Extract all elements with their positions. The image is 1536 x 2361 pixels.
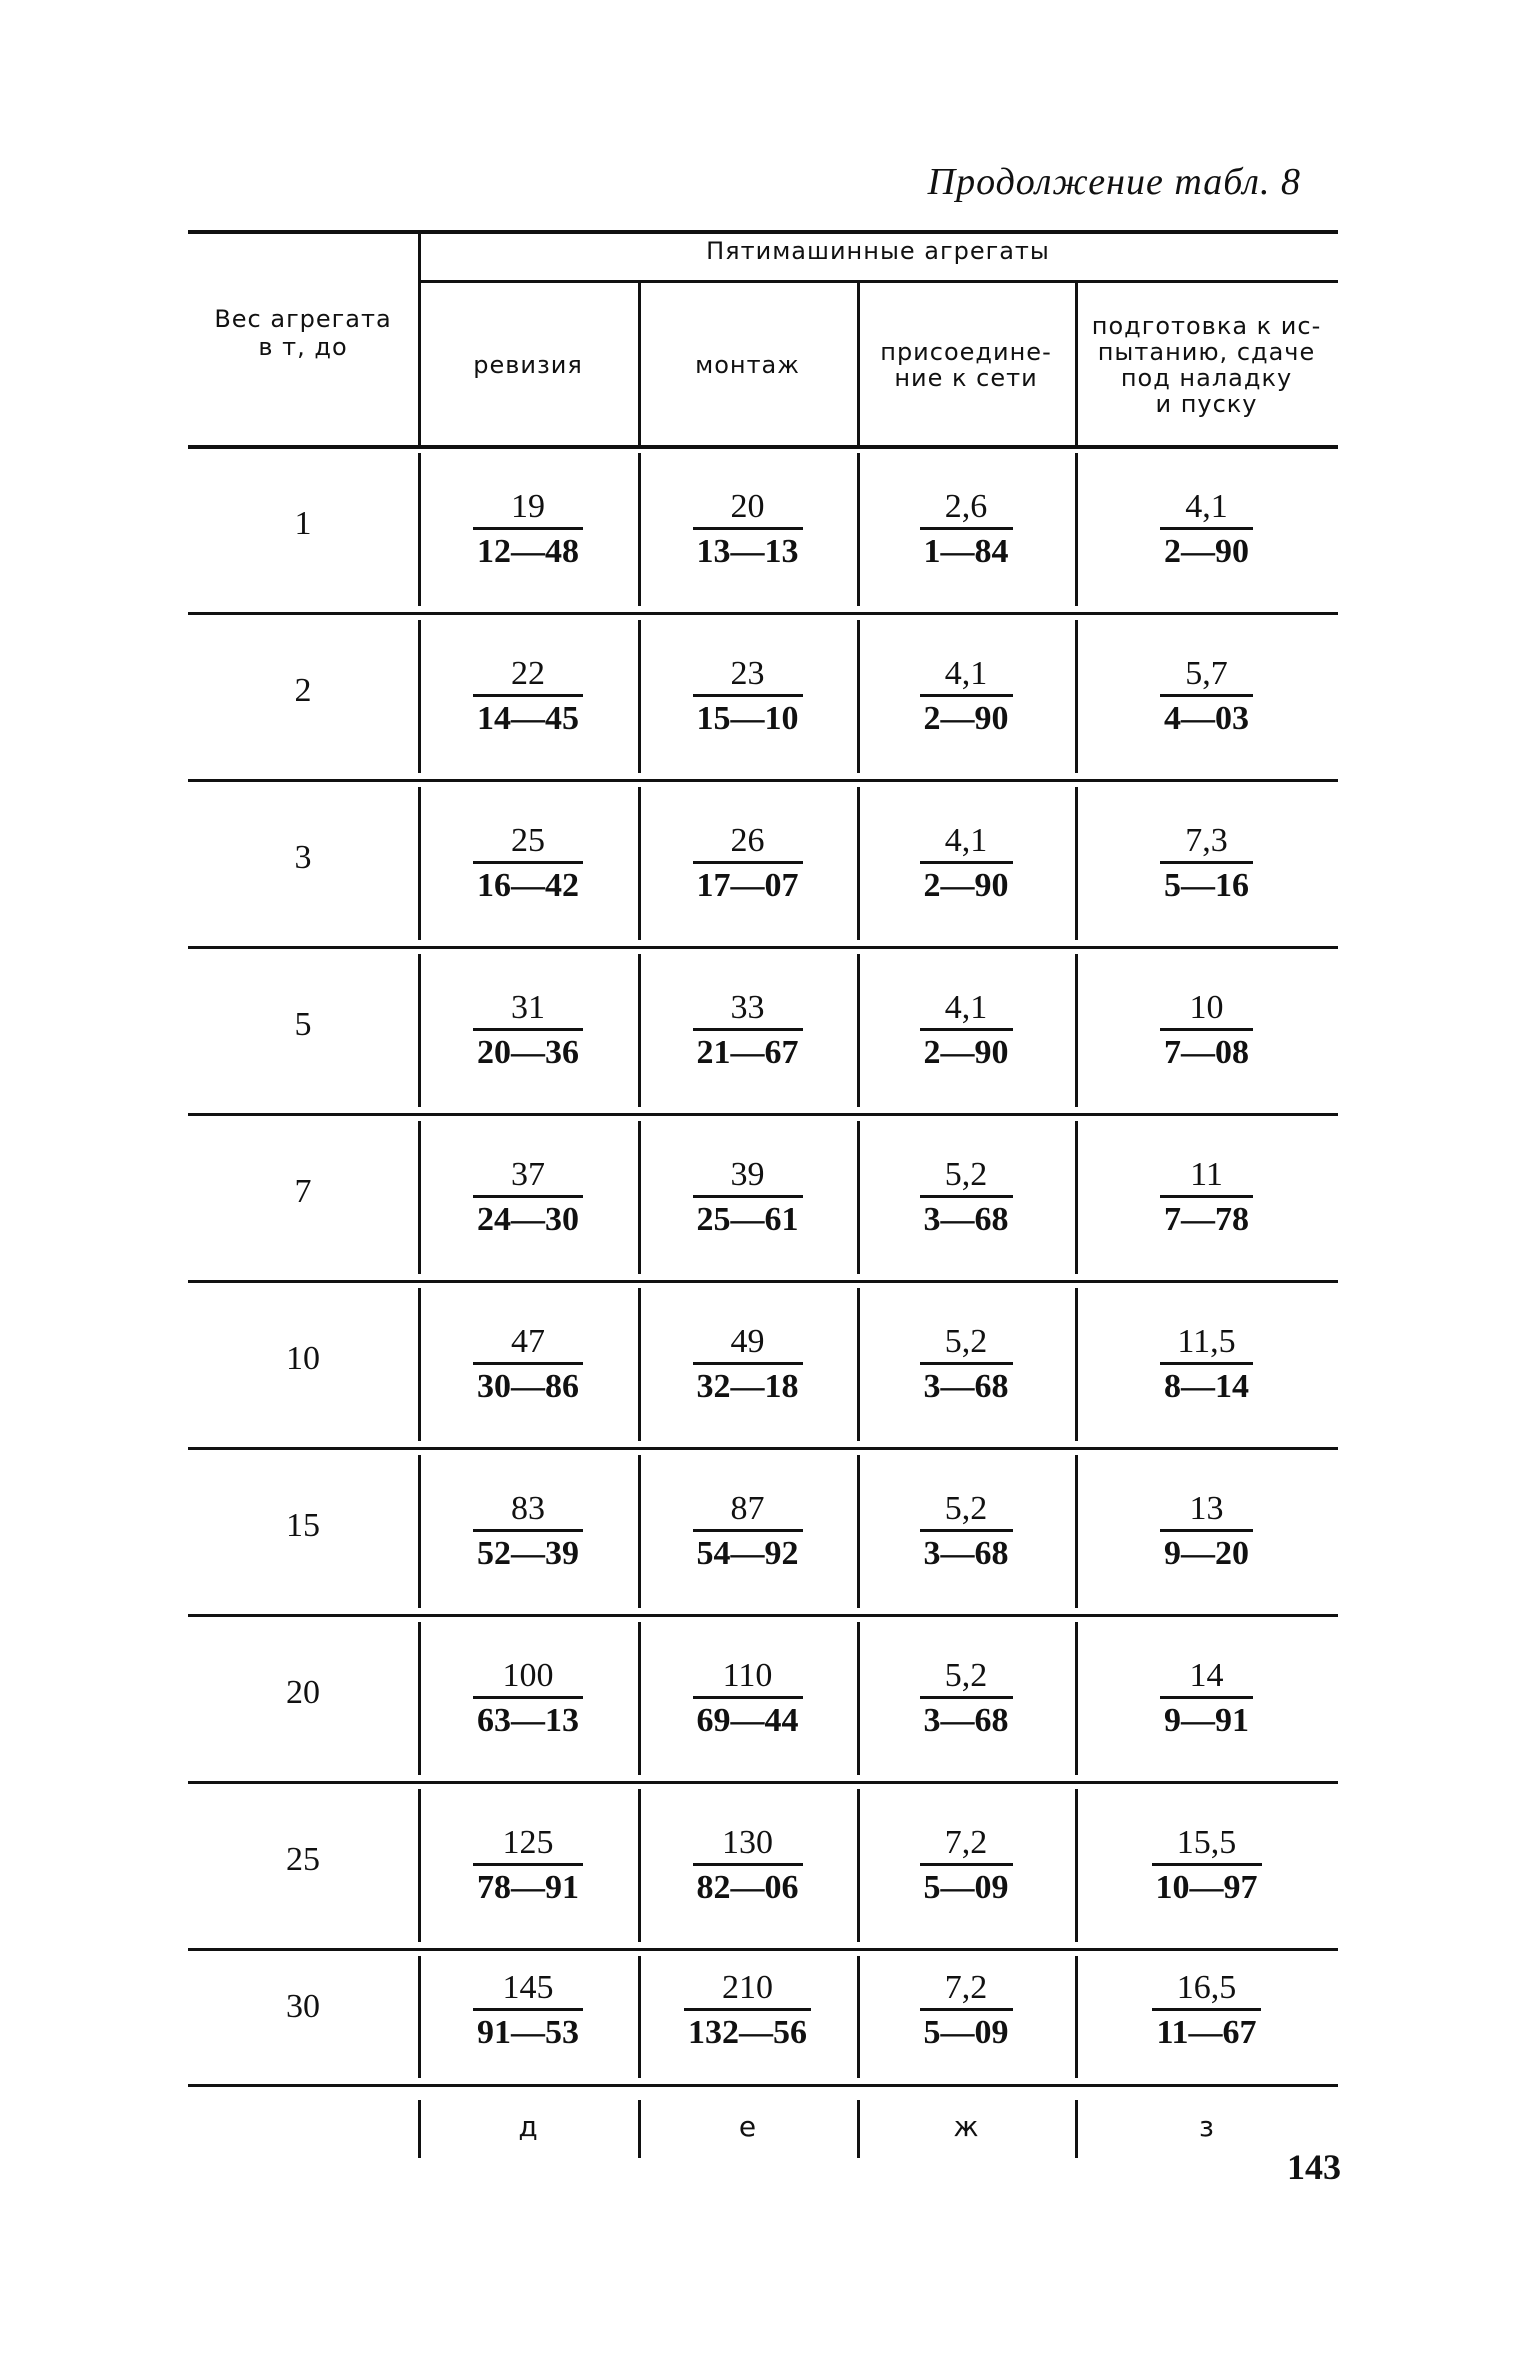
fraction-cell	[418, 1968, 638, 2053]
fraction-denominator: 14—45	[473, 694, 583, 739]
fraction-cell	[1075, 1823, 1338, 1908]
fraction-cell	[638, 1489, 857, 1574]
fraction-numerator: 13	[1189, 1490, 1224, 1527]
fraction-cell	[418, 1656, 638, 1741]
fraction-cell	[638, 1968, 857, 2053]
fraction-numerator: 125	[502, 1824, 554, 1861]
fraction-numerator: 22	[511, 655, 545, 692]
fraction-cell	[638, 988, 857, 1073]
fraction-denominator: 7—78	[1160, 1195, 1253, 1240]
fraction-numerator: 7,3	[1185, 822, 1228, 859]
group-header: Пятимашинные агрегаты	[706, 237, 1050, 265]
row-separator-rule	[188, 1447, 1338, 1450]
row-separator-rule	[188, 2084, 1338, 2087]
fraction-cell	[857, 1489, 1075, 1574]
fraction-denominator: 2—90	[920, 861, 1013, 906]
fraction-numerator: 4,1	[944, 822, 988, 859]
column-code-2: е	[738, 2110, 757, 2143]
fraction-denominator: 132—56	[684, 2008, 811, 2053]
fraction-denominator: 54—92	[693, 1529, 803, 1574]
fraction-cell	[638, 821, 857, 906]
fraction-numerator: 49	[730, 1323, 765, 1360]
fraction-denominator: 24—30	[473, 1195, 583, 1240]
fraction-denominator: 20—36	[473, 1028, 583, 1073]
table-continuation-title: Продолжение табл. 8	[927, 161, 1301, 203]
fraction-denominator: 2—90	[1160, 527, 1253, 572]
fraction-numerator: 130	[722, 1824, 773, 1861]
fraction-numerator: 25	[511, 822, 545, 859]
fraction-cell	[857, 1322, 1075, 1407]
column-header-4: и пуску	[1155, 389, 1258, 418]
fraction-numerator: 39	[730, 1156, 765, 1193]
fraction-numerator: 26	[730, 822, 765, 859]
fraction-denominator: 15—10	[693, 694, 803, 739]
fraction-denominator: 5—09	[920, 2008, 1013, 2053]
fraction-cell	[1075, 988, 1338, 1073]
fraction-denominator: 3—68	[920, 1529, 1013, 1574]
row-weight: 30	[286, 1988, 320, 2025]
fraction-denominator: 69—44	[693, 1696, 803, 1741]
fraction-cell	[638, 487, 857, 572]
fraction-numerator: 5,7	[1185, 655, 1228, 692]
fraction-denominator: 16—42	[473, 861, 583, 906]
row-weight: 2	[294, 672, 312, 709]
fraction-denominator: 3—68	[920, 1362, 1013, 1407]
column-header-4: пытанию, сдаче	[1097, 337, 1316, 366]
row-weight: 10	[286, 1340, 320, 1377]
fraction-cell	[638, 1656, 857, 1741]
fraction-numerator: 5,2	[944, 1156, 988, 1193]
fraction-cell	[857, 654, 1075, 739]
fraction-numerator: 33	[730, 989, 765, 1026]
row-weight: 1	[294, 505, 312, 542]
fraction-denominator: 82—06	[693, 1863, 803, 1908]
row-weight: 3	[294, 839, 312, 876]
weight-header-line2: в т, до	[258, 333, 348, 361]
fraction-cell	[638, 654, 857, 739]
row-weight: 5	[294, 1006, 312, 1043]
row-separator-rule	[188, 1948, 1338, 1951]
fraction-numerator: 11	[1190, 1156, 1223, 1193]
fraction-denominator: 9—20	[1160, 1529, 1253, 1574]
fraction-numerator: 87	[730, 1490, 765, 1527]
fraction-cell	[418, 1322, 638, 1407]
fraction-denominator: 11—67	[1152, 2008, 1260, 2053]
fraction-cell	[1075, 654, 1338, 739]
weight-header-line1: Вес агрегата	[214, 305, 392, 333]
column-header-1: ревизия	[473, 350, 583, 379]
fraction-numerator: 47	[511, 1323, 545, 1360]
fraction-numerator: 210	[722, 1969, 773, 2006]
fraction-cell	[1075, 487, 1338, 572]
fraction-numerator: 31	[511, 989, 545, 1026]
fraction-denominator: 5—09	[920, 1863, 1013, 1908]
fraction-cell	[1075, 821, 1338, 906]
column-code-1: д	[518, 2110, 538, 2143]
fraction-cell	[1075, 1322, 1338, 1407]
fraction-numerator: 5,2	[944, 1323, 988, 1360]
fraction-numerator: 145	[502, 1969, 554, 2006]
fraction-numerator: 5,2	[944, 1490, 988, 1527]
column-header-2: монтаж	[695, 350, 800, 379]
fraction-denominator: 8—14	[1160, 1362, 1253, 1407]
row-separator-rule	[188, 1280, 1338, 1283]
fraction-denominator: 78—91	[473, 1863, 583, 1908]
fraction-cell	[1075, 1155, 1338, 1240]
row-separator-rule	[188, 1781, 1338, 1784]
fraction-numerator: 37	[511, 1156, 545, 1193]
row-weight: 25	[286, 1841, 320, 1878]
row-separator-rule	[188, 946, 1338, 949]
fraction-denominator: 25—61	[693, 1195, 803, 1240]
fraction-cell	[418, 821, 638, 906]
fraction-numerator: 100	[502, 1657, 554, 1694]
fraction-cell	[638, 1823, 857, 1908]
fraction-denominator: 13—13	[693, 527, 803, 572]
fraction-cell	[418, 487, 638, 572]
fraction-denominator: 52—39	[473, 1529, 583, 1574]
fraction-denominator: 30—86	[473, 1362, 583, 1407]
fraction-denominator: 21—67	[693, 1028, 803, 1073]
fraction-cell	[1075, 1968, 1338, 2053]
fraction-cell	[418, 1155, 638, 1240]
fraction-cell	[638, 1322, 857, 1407]
column-header-4: подготовка к ис-	[1091, 311, 1322, 340]
fraction-numerator: 5,2	[944, 1657, 988, 1694]
fraction-denominator: 1—84	[920, 527, 1013, 572]
fraction-denominator: 63—13	[473, 1696, 583, 1741]
fraction-cell	[857, 1656, 1075, 1741]
fraction-cell	[418, 988, 638, 1073]
fraction-numerator: 4,1	[944, 989, 988, 1026]
fraction-numerator: 20	[730, 488, 765, 525]
row-separator-rule	[188, 1614, 1338, 1617]
fraction-cell	[418, 1489, 638, 1574]
fraction-numerator: 23	[730, 655, 765, 692]
row-weight: 20	[286, 1674, 320, 1711]
column-code-3: ж	[953, 2110, 979, 2143]
fraction-denominator: 91—53	[473, 2008, 583, 2053]
fraction-numerator: 7,2	[944, 1969, 988, 2006]
page-number: 143	[1287, 2147, 1341, 2187]
fraction-denominator: 32—18	[693, 1362, 803, 1407]
fraction-denominator: 9—91	[1160, 1696, 1253, 1741]
fraction-cell	[857, 1155, 1075, 1240]
row-separator-rule	[188, 779, 1338, 782]
row-weight: 7	[294, 1173, 312, 1210]
fraction-denominator: 12—48	[473, 527, 583, 572]
fraction-denominator: 7—08	[1160, 1028, 1253, 1073]
fraction-denominator: 3—68	[920, 1696, 1013, 1741]
row-separator-rule	[188, 1113, 1338, 1116]
row-separator-rule	[188, 612, 1338, 615]
fraction-denominator: 2—90	[920, 1028, 1013, 1073]
column-code-4: з	[1199, 2110, 1214, 2143]
fraction-cell	[1075, 1489, 1338, 1574]
fraction-cell	[857, 487, 1075, 572]
column-header-4: под наладку	[1120, 363, 1293, 392]
column-header-3: ние к сети	[894, 363, 1038, 392]
fraction-numerator: 19	[511, 488, 545, 525]
fraction-numerator: 10	[1189, 989, 1224, 1026]
fraction-cell	[857, 1823, 1075, 1908]
fraction-cell	[418, 654, 638, 739]
fraction-cell	[857, 988, 1075, 1073]
fraction-cell	[857, 1968, 1075, 2053]
fraction-cell	[418, 1823, 638, 1908]
fraction-numerator: 110	[722, 1657, 773, 1694]
fraction-numerator: 14	[1189, 1657, 1224, 1694]
row-weight: 15	[286, 1507, 320, 1544]
fraction-numerator: 15,5	[1176, 1824, 1237, 1861]
fraction-denominator: 4—03	[1160, 694, 1253, 739]
column-header-3: присоедине-	[880, 337, 1052, 366]
fraction-numerator: 4,1	[1185, 488, 1228, 525]
fraction-denominator: 5—16	[1160, 861, 1253, 906]
fraction-numerator: 16,5	[1176, 1969, 1237, 2006]
fraction-numerator: 83	[511, 1490, 545, 1527]
fraction-numerator: 7,2	[944, 1824, 988, 1861]
fraction-numerator: 2,6	[944, 488, 988, 525]
fraction-denominator: 2—90	[920, 694, 1013, 739]
fraction-cell	[638, 1155, 857, 1240]
fraction-denominator: 10—97	[1152, 1863, 1262, 1908]
group-header-rule	[418, 280, 1338, 283]
fraction-denominator: 3—68	[920, 1195, 1013, 1240]
fraction-cell	[1075, 1656, 1338, 1741]
header-bottom-rule	[188, 445, 1338, 449]
fraction-numerator: 11,5	[1177, 1323, 1236, 1360]
fraction-denominator: 17—07	[693, 861, 803, 906]
table-top-rule	[188, 230, 1338, 234]
fraction-cell	[857, 821, 1075, 906]
fraction-numerator: 4,1	[944, 655, 988, 692]
